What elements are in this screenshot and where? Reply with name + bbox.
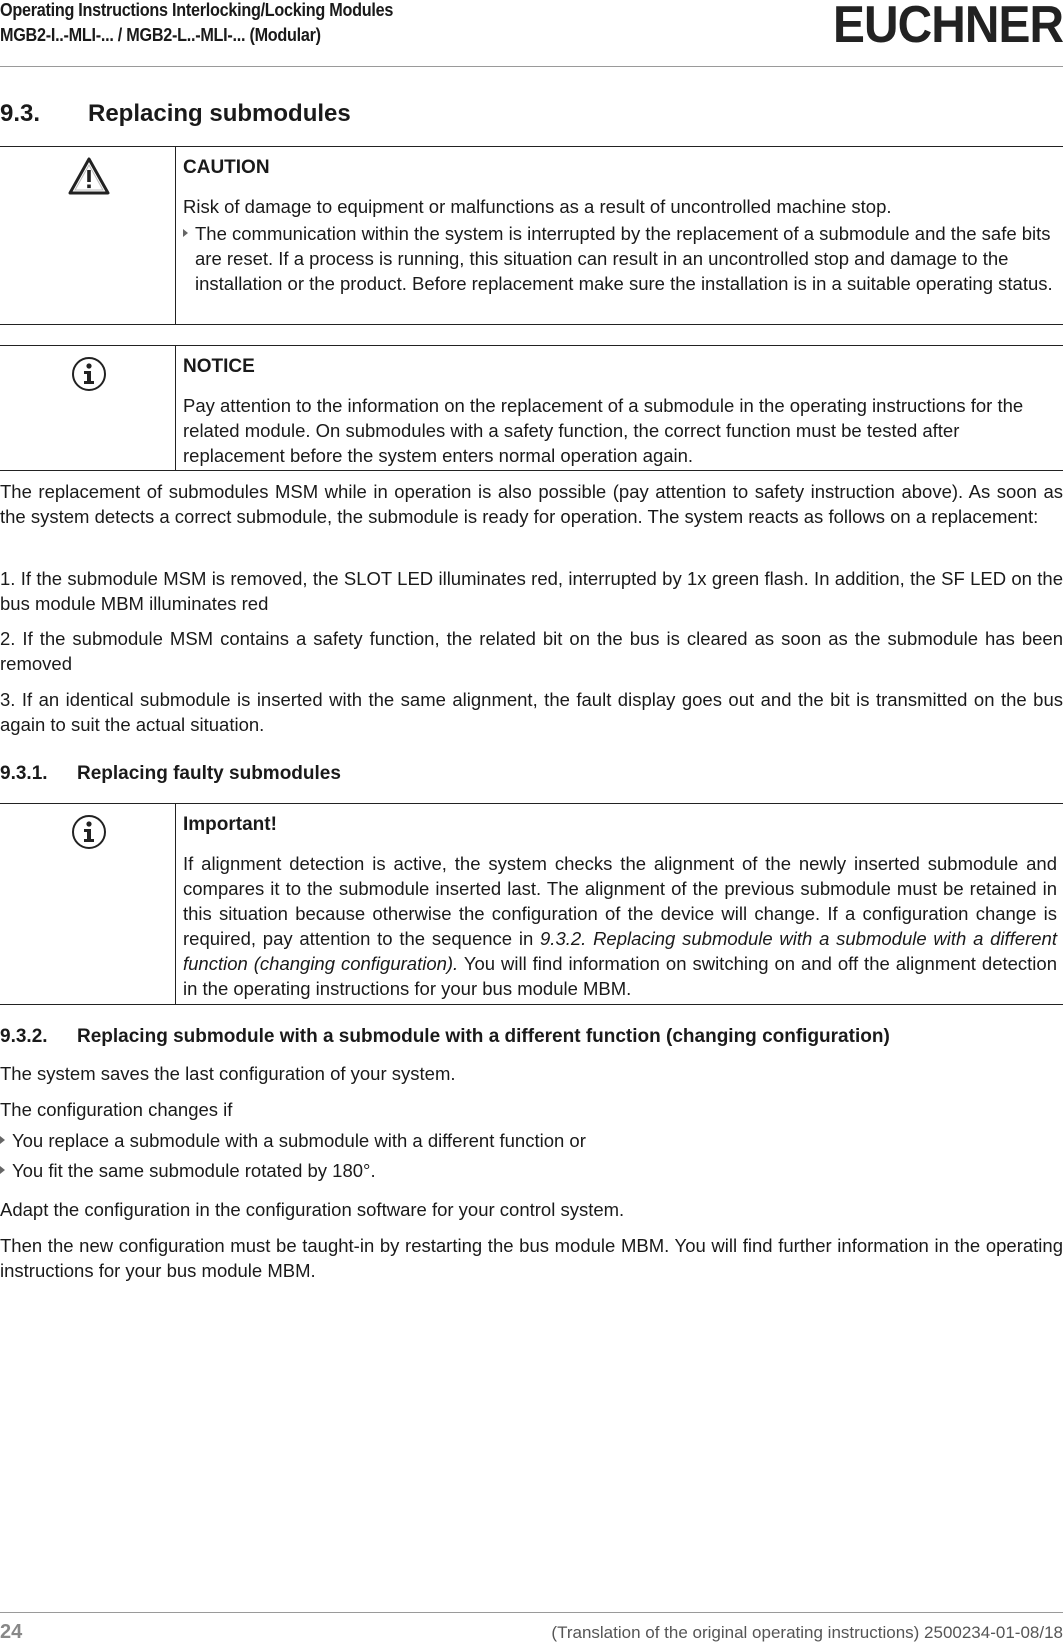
bullet-triangle-icon [183, 229, 188, 237]
subsection-2-title: Replacing submodule with a submodule with a different function (changing configuration) [77, 1026, 890, 1047]
header-title-line2: MGB2-I..-MLI-... / MGB2-L..-MLI-... (Modular) [0, 25, 321, 45]
important-text-before: If alignment detection is active, the system checks the alignment of the newly inserted submodule and compares it to the submodule inserted last. The alignment of the previous submodule must be retained in this situation because otherwise the configuration of the device will change. If a configuration change is required, pay attention to the sequence in [183, 853, 1057, 949]
important-text-after: You will find information on switching on and off the alignment detection in the operating instructions for your bus module MBM. [183, 953, 1057, 999]
section-title: Replacing submodules [88, 100, 351, 127]
bullet-text: You fit the same submodule rotated by 180°. [12, 1160, 376, 1181]
caution-text [183, 147, 1057, 296]
important-box [0, 803, 1063, 1005]
important-icon-cell [0, 804, 176, 1004]
notice-description: Pay attention to the information on the replacement of a submodule in the operating instructions for the related module. On submodules with a safety function, the correct function must be tested after replacement before the system enters normal operation again. [183, 395, 1024, 466]
important-label: Important! [183, 814, 277, 835]
caution-label: CAUTION [183, 157, 270, 178]
info-circle-icon [71, 356, 107, 392]
info-circle-icon [71, 814, 107, 850]
page-number: 24 [0, 1621, 23, 1643]
step-3: 3. If an identical submodule is inserted with the same alignment, the fault display goes out and the bit is transmitted on the bus again to suit the actual situation. [0, 689, 1063, 735]
subsection-2-p4: Then the new configuration must be taught-in by restarting the bus module MBM. You will find further information in the operating instructions for your bus module MBM. [0, 1235, 1063, 1281]
notice-label: NOTICE [183, 356, 255, 377]
caution-bullet-text: The communication within the system is interrupted by the replacement of a submodule and the safe bits are reset. If a process is running, this situation can result in an uncontrolled stop and damage to the installation or the product. Before replacement make sure the installation is in a suitable operating status. [195, 223, 1053, 294]
subsection-2-p1: The system saves the last configuration of your system. [0, 1063, 456, 1084]
intro-paragraph: The replacement of submodules MSM while in operation is also possible (pay attention to safety instruction above). As soon as the system detects a correct submodule, the submodule is ready for operation. The system reacts as follows on a replacement: [0, 481, 1063, 527]
caution-box [0, 146, 1063, 325]
euchner-logo: EUCHNER [832, 0, 1063, 54]
bullet-triangle-icon [0, 1136, 5, 1144]
bullet-text: You replace a submodule with a submodule with a different function or [12, 1130, 586, 1151]
page-header [0, 0, 1063, 67]
important-description [183, 851, 1057, 1001]
caution-icon-cell [0, 147, 176, 324]
subsection-2-bullet-1 [0, 1128, 1063, 1153]
notice-icon-cell [0, 346, 176, 470]
header-title-line1: Operating Instructions Interlocking/Locking Modules [0, 0, 394, 20]
subsection-1-title: Replacing faulty submodules [77, 763, 341, 784]
bullet-triangle-icon [0, 1166, 5, 1174]
subsection-1-heading [0, 763, 341, 785]
important-text [183, 804, 1057, 1001]
caution-description: Risk of damage to equipment or malfunctions as a result of uncontrolled machine stop. [183, 196, 892, 217]
footer-note: (Translation of the original operating instructions) 2500234-01-08/18 [551, 1623, 1063, 1642]
warning-triangle-icon [68, 157, 110, 195]
subsection-2-bullet-2 [0, 1158, 1063, 1183]
notice-box [0, 345, 1063, 471]
page-footer [0, 1612, 1063, 1641]
subsection-2-number: 9.3.2. [0, 1026, 48, 1047]
subsection-2-p2: The configuration changes if [0, 1099, 233, 1120]
notice-text [183, 346, 1057, 468]
step-2: 2. If the submodule MSM contains a safety function, the related bit on the bus is cleared as soon as the submodule has been removed [0, 628, 1063, 674]
subsection-2-p3: Adapt the configuration in the configuration software for your control system. [0, 1199, 625, 1220]
caution-bullet [183, 221, 1057, 296]
step-1: 1. If the submodule MSM is removed, the SLOT LED illuminates red, interrupted by 1x green flash. In addition, the SF LED on the bus module MBM illuminates red [0, 568, 1063, 614]
subsection-1-number: 9.3.1. [0, 763, 48, 784]
subsection-2-heading [0, 1026, 890, 1048]
section-number: 9.3. [0, 100, 41, 127]
section-heading [0, 100, 351, 128]
cross-reference-link[interactable]: 9.3.2. Replacing submodule with a submodule with a different function (changing configuration). [183, 928, 1057, 974]
